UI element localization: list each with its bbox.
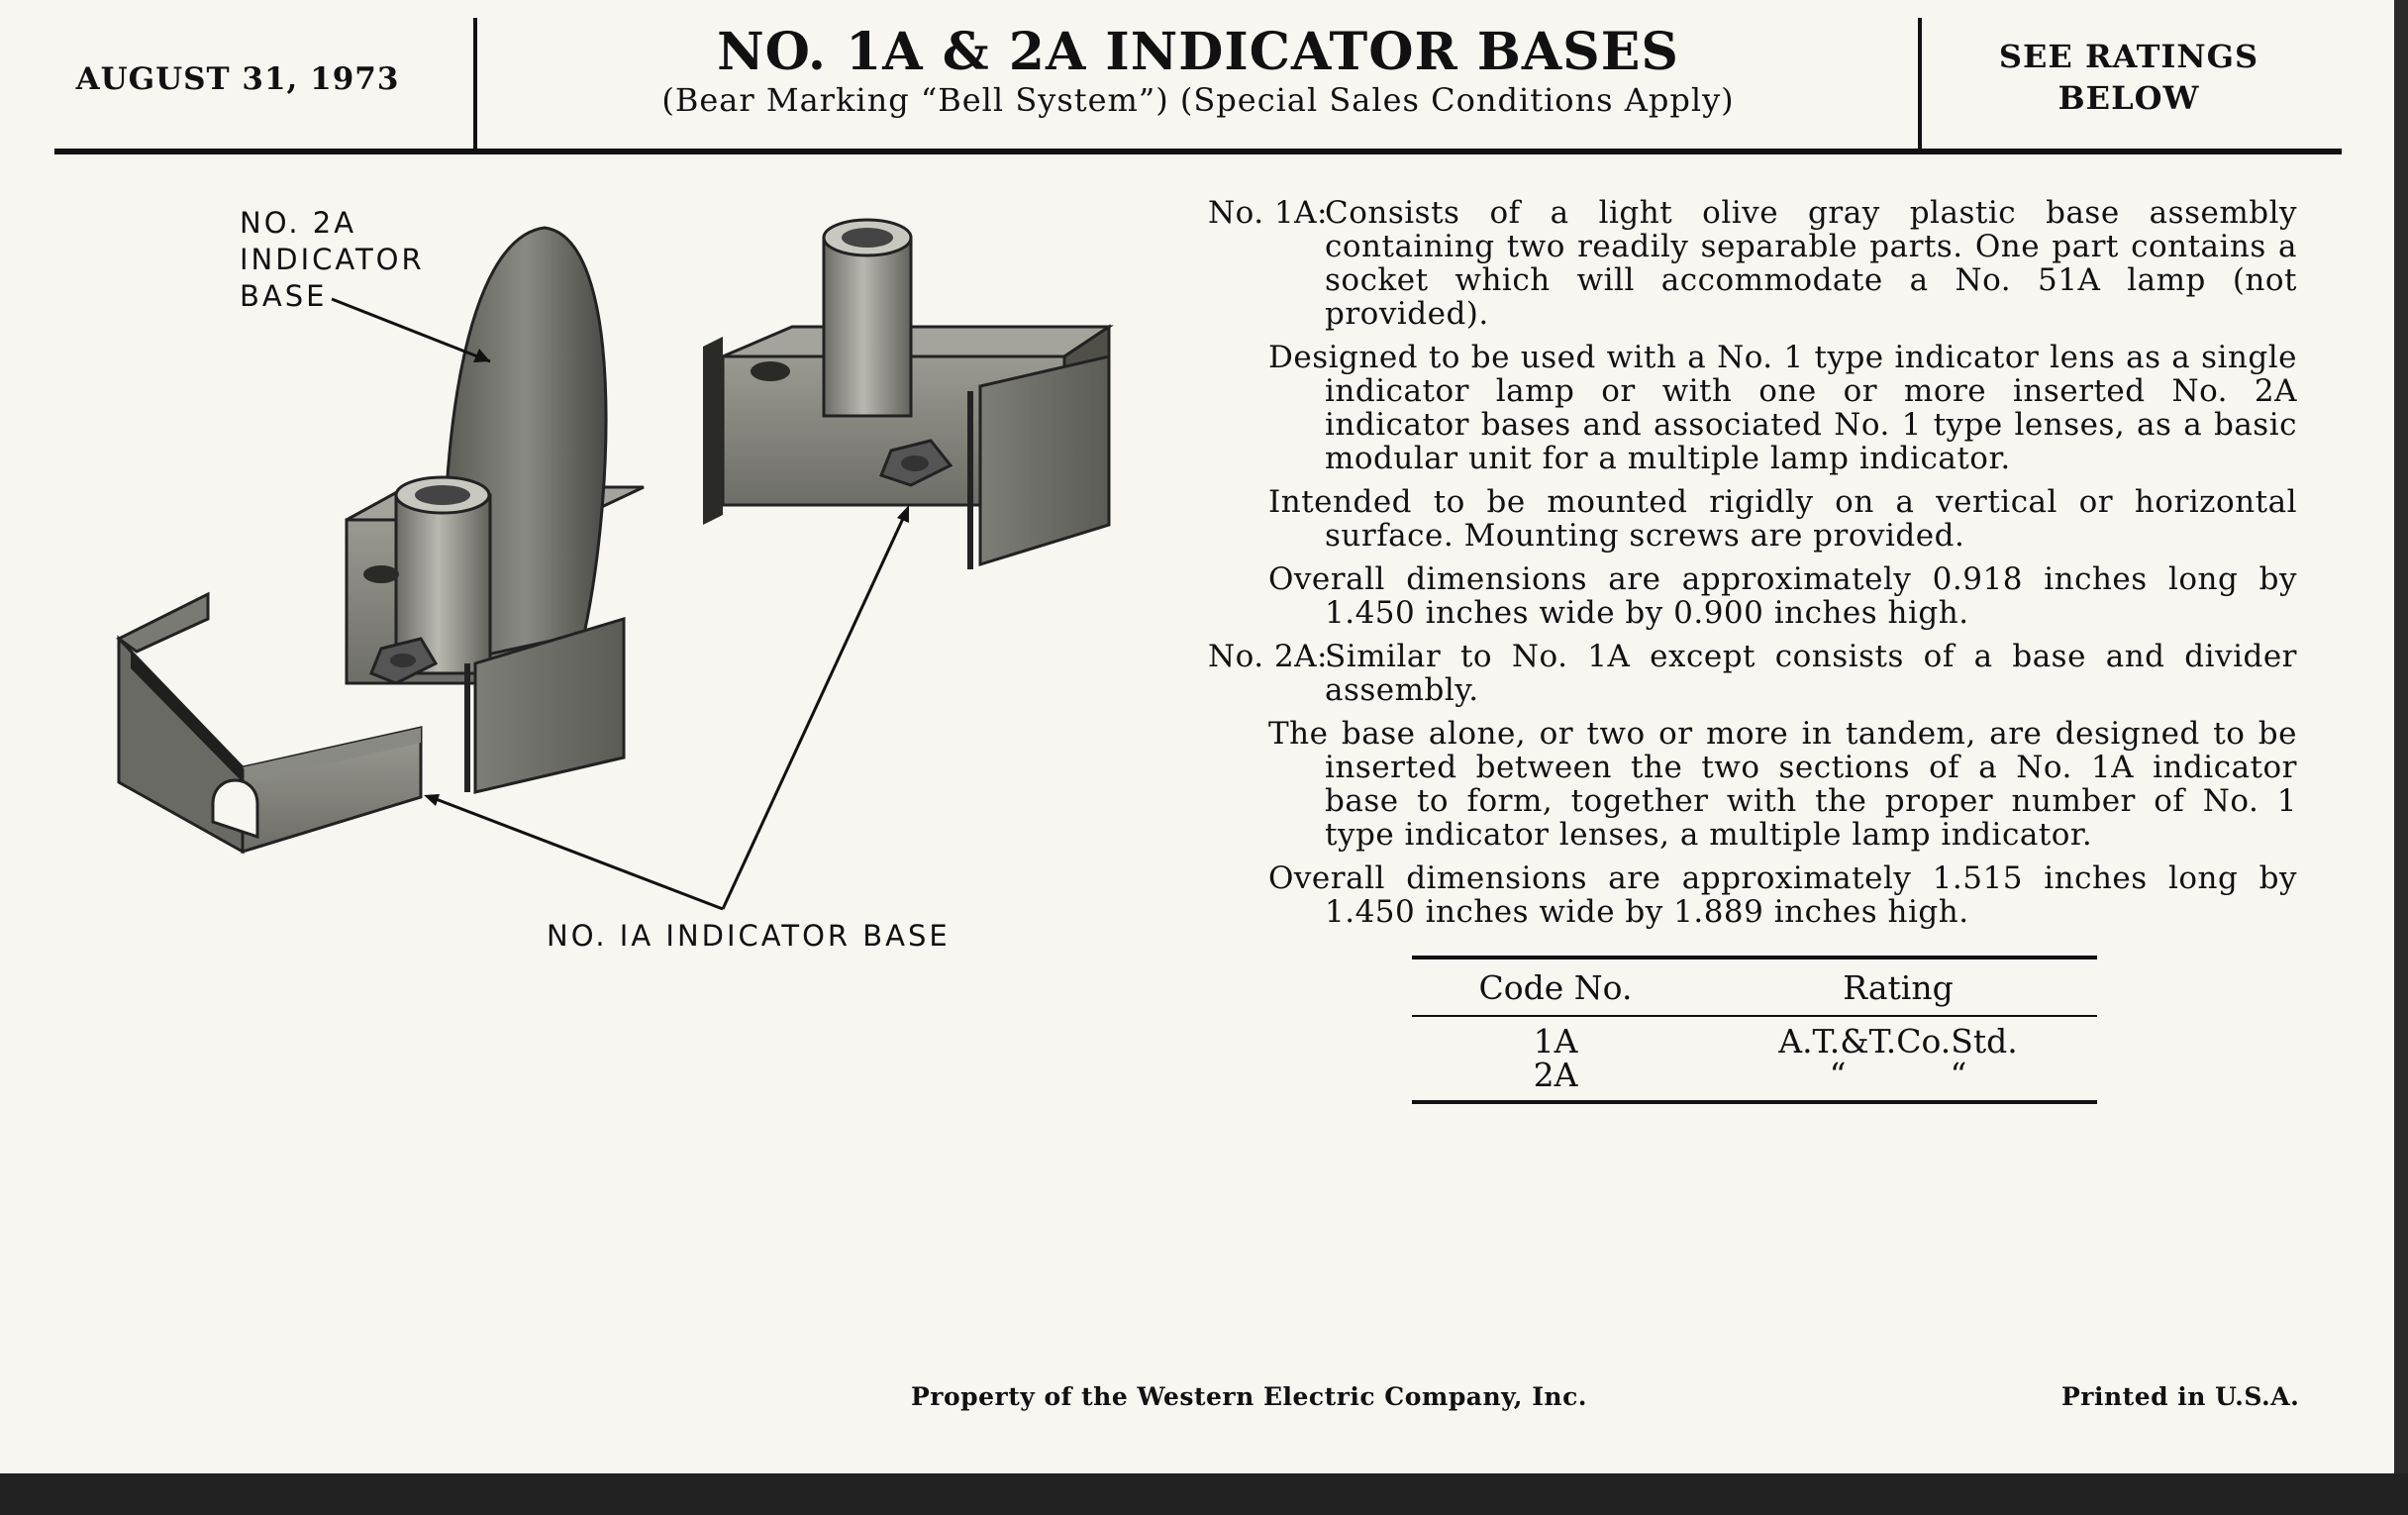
table-row (1412, 1056, 2097, 1094)
ratings-note-line2: BELOW (2057, 79, 2200, 117)
ratings-table-header (1412, 960, 2097, 1017)
entry-2a-p2: The base alone, or two or more in tandem, are designed to be inserted between the two sections of a No. 1A indicator base to form, together with the proper number of No. 1 type indicator lenses, a multiple lamp indicator. (1268, 716, 2297, 853)
col-rating-header: Rating (1843, 967, 1954, 1007)
ratings-table-body (1412, 1017, 2097, 1104)
leader-1a-left (431, 797, 723, 909)
indicator-bases-illustration (109, 198, 1139, 970)
entry-1a-label: No. 1A: (1208, 195, 1329, 231)
ratings-note-line1: SEE RATINGS (1998, 38, 2259, 75)
label-2a-line1: NO. 2A (240, 206, 357, 240)
entry-1a (1208, 196, 2297, 630)
leader-2a (332, 299, 490, 361)
leader-1a-right (723, 510, 907, 909)
header-date: AUGUST 31, 1973 (75, 61, 400, 97)
entry-2a-p3: Overall dimensions are approximately 1.515 inches long by 1.450 inches wide by 1.889 inches high. (1268, 860, 2297, 930)
row-rating: A.T.&T.Co.Std. (1778, 1022, 2018, 1060)
label-2a-line3: BASE (240, 279, 328, 313)
ratings-table (1412, 956, 2097, 1104)
page-subtitle: (Bear Marking “Bell System”) (Special Sales Conditions Apply) (661, 81, 1735, 119)
header-divider-right (1918, 18, 1922, 154)
row-code: 2A (1533, 1056, 1578, 1094)
table-row (1412, 1022, 2097, 1060)
entry-2a-p1: Similar to No. 1A except consists of a base and divider assembly. (1325, 639, 2297, 708)
scan-border-bottom (0, 1473, 2408, 1515)
header-rule (54, 149, 2342, 154)
label-2a-line2: INDICATOR (240, 243, 425, 276)
row-rating: “ “ (1829, 1056, 1967, 1094)
entry-1a-p1: Consists of a light olive gray plastic base assembly containing two readily separable parts. One part contains a socket which will accommodate a No. 51A lamp (not provided). (1325, 195, 2297, 332)
label-1a: NO. IA INDICATOR BASE (547, 919, 951, 953)
2a-divider-assembly (347, 228, 644, 792)
entry-1a-p3: Intended to be mounted rigidly on a vertical or horizontal surface. Mounting screws are provided. (1268, 484, 2297, 554)
description-block (1208, 196, 2297, 939)
page-title: NO. 1A & 2A INDICATOR BASES (717, 22, 1679, 82)
entry-1a-p2: Designed to be used with a No. 1 type indicator lens as a single indicator lamp or with one or more inserted No. 2A indicator bases and associated No. 1 type lenses, as a basic modular unit for a multiple lamp indicator. (1268, 340, 2297, 476)
header-ratings-note (1931, 36, 2327, 119)
footer-printed: Printed in U.S.A. (2061, 1382, 2300, 1411)
entry-2a (1208, 640, 2297, 929)
entry-2a-label: No. 2A: (1208, 639, 1329, 674)
footer-property: Property of the Western Electric Company, Inc. (911, 1382, 1588, 1411)
entry-1a-p4: Overall dimensions are approximately 0.918 inches long by 1.450 inches wide by 0.900 inches high. (1268, 561, 2297, 631)
row-code: 1A (1533, 1022, 1578, 1060)
scan-border-right (2394, 0, 2408, 1515)
col-code-header: Code No. (1478, 967, 1633, 1007)
